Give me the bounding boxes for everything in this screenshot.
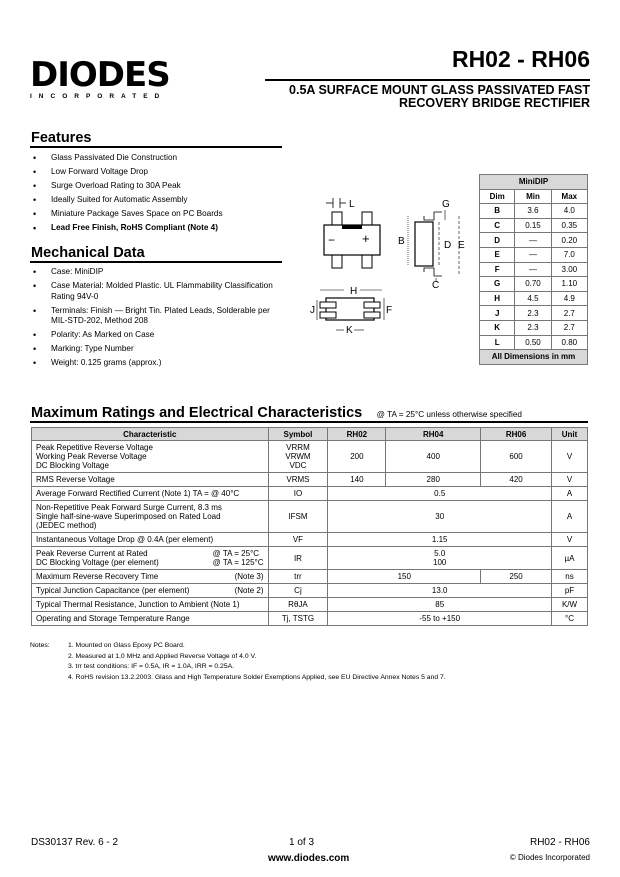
dim-min: 0.70 — [515, 277, 551, 292]
dim-table-footer: All Dimensions in mm — [480, 350, 588, 365]
label-G: G — [442, 199, 450, 210]
symbol-cell: VF — [268, 533, 328, 547]
value-cell: 420 — [481, 473, 552, 487]
part-number-title: RH02 - RH06 — [451, 46, 590, 72]
side-view-body — [415, 222, 433, 266]
note-item: 3. trr test conditions: IF = 0.5A, IR = 1.0A, IRR = 0.25A. — [68, 663, 235, 670]
unit-cell: pF — [552, 584, 588, 598]
dim-letter: D — [480, 233, 515, 248]
dim-max: 1.10 — [551, 277, 587, 292]
dim-row — [480, 291, 588, 306]
mechanical-item: • Terminals: Finish — Bright Tin. Plated Leads, Solderable per MIL-STD-202, Method 208 — [31, 306, 286, 327]
dim-max: 2.7 — [551, 320, 587, 335]
ratings-title: Maximum Ratings and Electrical Characteristics — [31, 405, 363, 421]
feature-item: • Lead Free Finish, RoHS Compliant (Note 4) — [31, 223, 286, 234]
characteristic-cell: Non-Repetitive Peak Forward Surge Current, 8.3 ms Single half-sine-wave Superimposed on Rated Load (JEDEC method) — [32, 501, 269, 533]
dim-max: 4.0 — [551, 204, 587, 219]
footer-part: RH02 - RH06 — [529, 837, 590, 848]
note-ref: (Note 2) — [234, 586, 264, 595]
dim-row — [480, 247, 588, 262]
value-cell: 280 — [386, 473, 481, 487]
label-J: J — [310, 305, 315, 316]
ratings-col-header: RH04 — [386, 428, 481, 441]
characteristic-cell: RMS Reverse Voltage — [32, 473, 269, 487]
dim-min: 0.50 — [515, 335, 551, 350]
bottom-lead — [364, 312, 380, 318]
dim-row — [480, 306, 588, 321]
unit-cell: A — [552, 501, 588, 533]
symbol-cell: IO — [268, 487, 328, 501]
value-cell: 13.0 — [328, 584, 552, 598]
symbol-cell: Tj, TSTG — [268, 612, 328, 626]
features-list — [31, 153, 286, 237]
value-cell: 85 — [328, 598, 552, 612]
top-lead — [362, 212, 372, 226]
label-E: E — [458, 240, 465, 251]
bottom-lead — [320, 302, 336, 308]
notes-block — [30, 641, 590, 691]
feature-item: • Miniature Package Saves Space on PC Boards — [31, 209, 286, 220]
dim-letter: F — [480, 262, 515, 277]
ratings-rule — [30, 421, 588, 423]
ratings-col-header: Unit — [552, 428, 588, 441]
label-L: L — [349, 199, 355, 210]
dim-letter: C — [480, 218, 515, 233]
feature-item: • Ideally Suited for Automatic Assembly — [31, 195, 286, 206]
ratings-row — [32, 570, 588, 584]
dim-max: 3.00 — [551, 262, 587, 277]
ratings-row — [32, 441, 588, 473]
dim-letter: L — [480, 335, 515, 350]
logo-wordmark: DIODES — [30, 55, 170, 95]
symbol-cell: VRMS — [268, 473, 328, 487]
symbol-cell: RθJA — [268, 598, 328, 612]
value-cell: 600 — [481, 441, 552, 473]
characteristic-text: Maximum Reverse Recovery Time — [36, 572, 159, 581]
ratings-col-header: Characteristic — [32, 428, 269, 441]
value-cell: 0.5 — [328, 487, 552, 501]
dim-min: 4.5 — [515, 291, 551, 306]
label-C: C — [432, 280, 440, 291]
bottom-lead — [320, 312, 336, 318]
unit-cell: V — [552, 473, 588, 487]
note-item: 2. Measured at 1.0 MHz and Applied Reverse Voltage of 4.0 V. — [68, 652, 257, 660]
mechanical-title: Mechanical Data — [31, 245, 145, 261]
ratings-heading — [31, 404, 522, 422]
ratings-col-header: RH02 — [328, 428, 386, 441]
characteristic-cell — [32, 584, 269, 598]
label-F: F — [386, 305, 393, 316]
ratings-row — [32, 584, 588, 598]
value-cell: 200 — [328, 441, 386, 473]
dim-row — [480, 233, 588, 248]
characteristic-cell — [32, 570, 269, 584]
mechanical-list — [31, 267, 286, 372]
dim-min: 2.3 — [515, 306, 551, 321]
dim-letter: J — [480, 306, 515, 321]
feature-item: • Glass Passivated Die Construction — [31, 153, 286, 164]
dim-max: 0.35 — [551, 218, 587, 233]
ratings-col-header: RH06 — [481, 428, 552, 441]
ratings-col-header: Symbol — [268, 428, 328, 441]
dim-letter: K — [480, 320, 515, 335]
dim-row — [480, 335, 588, 350]
note-item: 4. RoHS revision 13.2.2003. Glass and High Temperature Solder Exemptions Applied, see EU Directive Annex Notes 5 and 7. — [68, 673, 446, 681]
dim-row — [480, 262, 588, 277]
unit-cell: V — [552, 441, 588, 473]
dim-col-header: Dim — [480, 189, 515, 204]
dim-min: 3.6 — [515, 204, 551, 219]
dim-col-header: Max — [551, 189, 587, 204]
dim-max: 4.9 — [551, 291, 587, 306]
dim-row — [480, 204, 588, 219]
feature-item: • Surge Overload Rating to 30A Peak — [31, 181, 286, 192]
characteristic-text: Typical Junction Capacitance (per element) — [36, 586, 190, 595]
plus-mark: + — [362, 231, 370, 246]
label-B: B — [398, 236, 405, 247]
package-outline-diagram — [298, 190, 476, 350]
value-cell: -55 to +150 — [328, 612, 552, 626]
dim-min: 0.15 — [515, 218, 551, 233]
unit-cell: °C — [552, 612, 588, 626]
label-K: K — [346, 325, 353, 336]
top-lead — [362, 254, 372, 268]
dim-max: 0.20 — [551, 233, 587, 248]
mechanical-rule — [30, 261, 282, 263]
mechanical-item: • Weight: 0.125 grams (approx.) — [31, 358, 286, 369]
characteristic-cell: Instantaneous Voltage Drop @ 0.4A (per element) — [32, 533, 269, 547]
diodes-logo — [30, 55, 170, 100]
characteristic-text: Peak Reverse Current at Rated DC Blocking Voltage (per element) — [36, 549, 159, 567]
value-cell: 400 — [386, 441, 481, 473]
symbol-cell: trr — [268, 570, 328, 584]
dim-min: — — [515, 247, 551, 262]
unit-cell: V — [552, 533, 588, 547]
top-lead — [332, 212, 342, 226]
condition-text: @ TA = 25°C @ TA = 125°C — [212, 549, 264, 567]
value-cell: 30 — [328, 501, 552, 533]
top-lead — [332, 254, 342, 268]
value-cell: 150 — [328, 570, 481, 584]
minus-mark: − — [328, 233, 336, 247]
characteristic-cell — [32, 547, 269, 570]
symbol-cell: VRRM VRWM VDC — [268, 441, 328, 473]
dim-max: 7.0 — [551, 247, 587, 262]
dim-row — [480, 218, 588, 233]
dim-max: 0.80 — [551, 335, 587, 350]
dim-letter: B — [480, 204, 515, 219]
ratings-row — [32, 598, 588, 612]
label-D: D — [444, 240, 452, 251]
dim-package-header: MiniDIP — [480, 175, 588, 190]
characteristic-cell: Typical Thermal Resistance, Junction to Ambient (Note 1) — [32, 598, 269, 612]
unit-cell: A — [552, 487, 588, 501]
footer-copyright: © Diodes Incorporated — [509, 853, 590, 862]
ratings-row — [32, 501, 588, 533]
ratings-condition: @ TA = 25°C unless otherwise specified — [376, 410, 522, 419]
ratings-row — [32, 612, 588, 626]
footer-page: 1 of 3 — [289, 837, 315, 848]
symbol-cell: IR — [268, 547, 328, 570]
subtitle-line-2: RECOVERY BRIDGE RECTIFIER — [399, 96, 590, 110]
symbol-cell: IFSM — [268, 501, 328, 533]
mechanical-item: • Case: MiniDIP — [31, 267, 286, 278]
polarity-mark — [342, 225, 362, 229]
bottom-lead — [364, 302, 380, 308]
features-rule — [30, 146, 282, 148]
header-rule — [265, 79, 590, 81]
notes-label: Notes: — [30, 642, 50, 649]
dim-min: — — [515, 262, 551, 277]
dim-min: 2.3 — [515, 320, 551, 335]
ratings-row — [32, 547, 588, 570]
unit-cell: ns — [552, 570, 588, 584]
ratings-row — [32, 533, 588, 547]
value-cell: 250 — [481, 570, 552, 584]
dim-col-header: Min — [515, 189, 551, 204]
dim-letter: G — [480, 277, 515, 292]
dim-min: — — [515, 233, 551, 248]
characteristic-cell: Peak Repetitive Reverse Voltage Working Peak Reverse Voltage DC Blocking Voltage — [32, 441, 269, 473]
footer-url[interactable]: www.diodes.com — [268, 853, 350, 864]
footer-doc-number: DS30137 Rev. 6 - 2 — [31, 837, 119, 848]
symbol-cell: Cj — [268, 584, 328, 598]
mechanical-item: • Marking: Type Number — [31, 344, 286, 355]
characteristic-cell: Average Forward Rectified Current (Note 1) TA = @ 40°C — [32, 487, 269, 501]
value-cell: 5.0 100 — [328, 547, 552, 570]
feature-item: • Low Forward Voltage Drop — [31, 167, 286, 178]
product-subtitle — [260, 84, 590, 110]
logo-subtitle: INCORPORATED — [30, 93, 167, 100]
ratings-table — [31, 427, 588, 626]
dim-row — [480, 320, 588, 335]
value-cell: 1.15 — [328, 533, 552, 547]
characteristic-cell: Operating and Storage Temperature Range — [32, 612, 269, 626]
note-item: 1. Mounted on Glass Epoxy PC Board. — [68, 642, 185, 649]
ratings-row — [32, 487, 588, 501]
mechanical-item: • Case Material: Molded Plastic. UL Flammability Classification Rating 94V-0 — [31, 281, 286, 302]
mechanical-item: • Polarity: As Marked on Case — [31, 330, 286, 341]
dim-letter: E — [480, 247, 515, 262]
dimensions-table — [479, 174, 588, 365]
unit-cell: µA — [552, 547, 588, 570]
subtitle-line-1: 0.5A SURFACE MOUNT GLASS PASSIVATED FAST — [289, 83, 590, 97]
dim-max: 2.7 — [551, 306, 587, 321]
dim-letter: H — [480, 291, 515, 306]
dim-row — [480, 277, 588, 292]
value-cell: 140 — [328, 473, 386, 487]
features-title: Features — [31, 130, 92, 146]
note-ref: (Note 3) — [234, 572, 264, 581]
label-H: H — [350, 286, 358, 297]
ratings-row — [32, 473, 588, 487]
unit-cell: K/W — [552, 598, 588, 612]
